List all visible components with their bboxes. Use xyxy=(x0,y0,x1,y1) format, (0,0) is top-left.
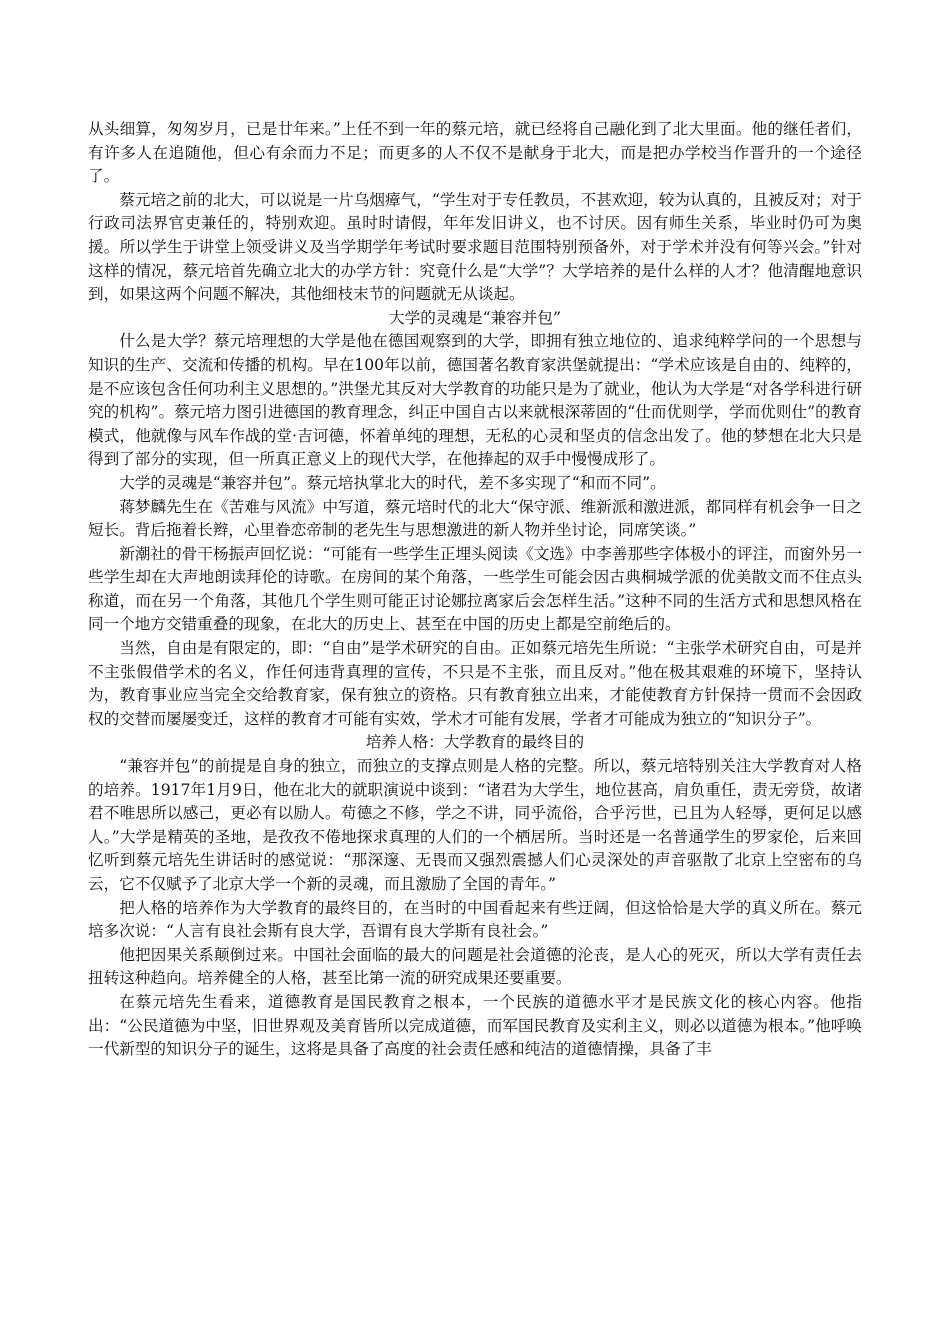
paragraph-3: 什么是大学？蔡元培理想的大学是他在德国观察到的大学，即拥有独立地位的、追求纯粹学问的一个思想与知识的生产、交流和传播的机构。早在100年以前，德国著名教育家洪堡就提出：“学术应该是自由的、纯粹的，是不应该包含任何功利主义思想的。”洪堡尤其反对大学教育的功能只是为了就业，他认为大学是“对各学科进行研究的机构”。蔡元培力图引进德国的教育理念，纠正中国自古以来就根深蒂固的“仕而优则学，学而优则仕”的教育模式，他就像与风车作战的堂·吉诃德，怀着单纯的理想，无私的心灵和坚贞的信念出发了。他的梦想在北大只是得到了部分的实现，但一所真正意义上的现代大学，在他捧起的双手中慢慢成形了。 xyxy=(88,332,862,469)
paragraph-1: 从头细算，匆匆岁月，已是廿年来。”上任不到一年的蔡元培，就已经将自己融化到了北大里面。他的继任者们，有许多人在追随他，但心有余而力不足；而更多的人不仅不是献身于北大，而是把办学校当作晋升的一个途径了。 xyxy=(88,120,862,186)
paragraph-5: 蒋梦麟先生在《苦难与风流》中写道，蔡元培时代的北大“保守派、维新派和激进派，都同样有机会争一日之短长。背后拖着长辫，心里眷恋帝制的老先生与思想激进的新人物并坐讨论，同席笑谈。” xyxy=(88,497,862,540)
section-heading-1: 大学的灵魂是“兼容并包” xyxy=(389,308,561,327)
paragraph-8: “兼容并包”的前提是自身的独立，而独立的支撑点则是人格的完整。所以，蔡元培特别关注大学教育对人格的培养。1917年1月9日，他在北大的就职演说中谈到：“诸君为大学生，地位甚高，肩负重任，责无旁贷，故诸君不唯思所以感己，更必有以励人。苟德之不修，学之不讲，同乎流俗，合乎污世，已且为人轻辱，更何足以感人。”大学是精英的圣地，是孜孜不倦地探求真理的人们的一个栖居所。当时还是一名普通学生的罗家伦，后来回忆听到蔡元培先生讲话时的感觉说：“那深邃、无畏而又强烈震撼人们心灵深处的声音驱散了北京上空密布的乌云，它不仅赋予了北京大学一个新的灵魂，而且激励了全国的青年。” xyxy=(88,757,862,893)
paragraph-6: 新潮社的骨干杨振声回忆说：“可能有一些学生正埋头阅读《文选》中李善那些字体极小的评注，而窗外另一些学生却在大声地朗读拜伦的诗歌。在房间的某个角落，一些学生可能会因古典桐城学派的优美散文而不住点头称道，而在另一个角落，其他几个学生则可能正讨论娜拉离家后会怎样生活。”这种不同的生活方式和思想风格在同一个地方交错重叠的现象，在北大的历史上、甚至在中国的历史上都是空前绝后的。 xyxy=(88,544,862,634)
paragraph-9: 把人格的培养作为大学教育的最终目的，在当时的中国看起来有些迂阔，但这恰恰是大学的真义所在。蔡元培多次说：“人言有良社会斯有良大学，吾谓有良大学斯有良社会。” xyxy=(88,898,862,941)
document-page xyxy=(88,118,862,1062)
section-heading-2: 培养人格：大学教育的最终目的 xyxy=(365,733,585,752)
paragraph-7: 当然，自由是有限定的，即：“自由”是学术研究的自由。正如蔡元培先生所说：“主张学术研究自由，可是并不主张假借学术的名义，作任何违背真理的宣传，不只是不主张，而且反对。”他在极其艰难的环境下，坚持认为，教育事业应当完全交给教育家，保有独立的资格。只有教育独立出来，才能使教育方针保持一贯而不会因政权的交替而屡屡变迁，这样的教育才可能有实效，学术才可能有发展，学者才可能成为独立的“知识分子”。 xyxy=(88,639,862,728)
paragraph-2: 蔡元培之前的北大，可以说是一片乌烟瘴气，“学生对于专任教员，不甚欢迎，较为认真的，且被反对；对于行政司法界官吏兼任的，特别欢迎。虽时时请假，年年发旧讲义，也不讨厌。因有师生关系，毕业时仍可为奥援。所以学生于讲堂上领受讲义及当学期学年考试时要求题目范围特别预备外，对于学术并没有何等兴会。”针对这样的情况，蔡元培首先确立北大的办学方针：究竟什么是“大学”？大学培养的是什么样的人才？他清醒地意识到，如果这两个问题不解决，其他细枝末节的问题就无从谈起。 xyxy=(88,190,862,304)
paragraph-4: 大学的灵魂是“兼容并包”。蔡元培执掌北大的时代，差不多实现了“和而不同”。 xyxy=(119,473,666,492)
paragraph-11: 在蔡元培先生看来，道德教育是国民教育之根本，一个民族的道德水平才是民族文化的核心内容。他指出：“公民道德为中坚，旧世界观及美育皆所以完成道德，而军国民教育及实利主义，则必以道德为根本。”他呼唤一代新型的知识分子的诞生，这将是具备了高度的社会责任感和纯洁的道德情操，具备了丰 xyxy=(88,992,862,1059)
paragraph-10: 他把因果关系颠倒过来。中国社会面临的最大的问题是社会道德的沦丧，是人心的死灭，所以大学有责任去扭转这种趋向。培养健全的人格，甚至比第一流的研究成果还要重要。 xyxy=(88,945,862,988)
